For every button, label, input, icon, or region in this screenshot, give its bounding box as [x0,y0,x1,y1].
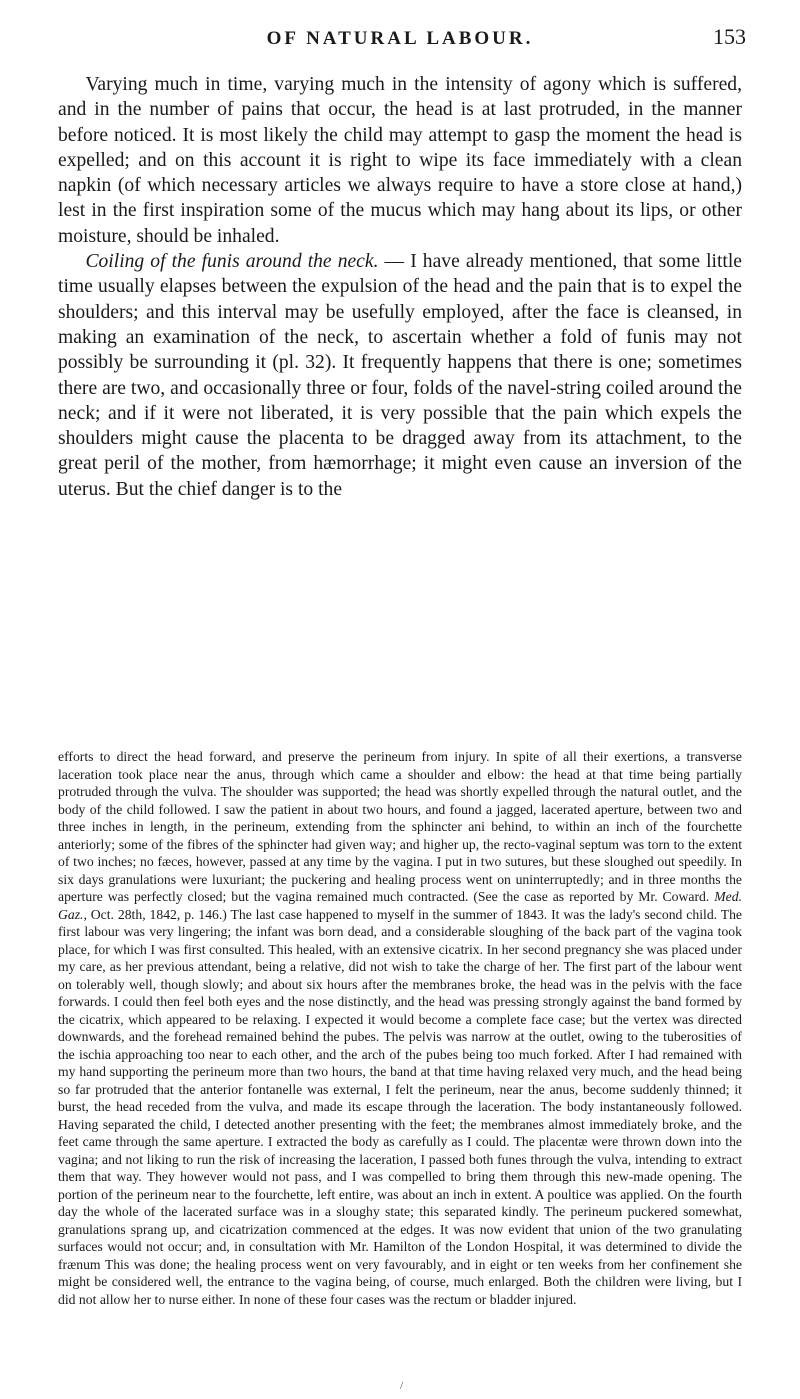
main-text [58,72,742,502]
paragraph-body: I have already mentioned, that some little time usually elapses between the expulsion of the head and the pain that is to expel the shoulders; and this interval may be usefully employed, after the face is cleansed, in making an examination of the neck, to ascertain whether a fold of funis may not possibly be surrounding it (pl. 32). It frequently happens that there is one; sometimes there are two, and occasionally three or four, folds of the navel-string coiled around the neck; and if it were not liberated, it is very possible that the pain which expels the shoulders might cause the placenta to be dragged away from its attachment, to the great peril of the mother, from hæmorrhage; it might even cause an inversion of the uterus. But the chief danger is to the [58,251,742,500]
running-head [0,22,800,58]
sidehead-dash: — [378,251,411,273]
paragraph-coiling-of-funis [58,249,742,502]
signature-mark: / [400,1378,404,1392]
page-number: 153 [713,24,746,49]
footnote-text-part-1: efforts to direct the head forward, and preserve the perineum from injury. In spite of all their exertions, a transverse laceration took place near the anus, through which came a shoulder and elbow: the head at that time being partially protruded through the vulva. The shoulder was supported; the head was shortly expelled through the natural outlet, and the body of the child followed. I saw the patient in about two hours, and found a jagged, lacerated aperture, between two and three inches in length, in the perineum, extending from the sphincter ani behind, to within an inch of the fourchette anteriorly; some of the fibres of the sphincter had given way; and higher up, the recto-vaginal septum was torn to the extent of two inches; no fæces, however, passed at any time by the vagina. I put in two sutures, but these sloughed out speedily. In six days granulations were luxuriant; the puckering and healing process went on uninterruptedly; and in three months the aperture was perfectly closed; but the vagina remained much contracted. (See the case as reported by Mr. Coward. [58,749,742,904]
footnote [58,748,742,1308]
section-sidehead: Coiling of the funis around the neck. [85,251,379,273]
running-title: OF NATURAL LABOUR. [266,28,534,49]
footnote-text-part-2: , Oct. 28th, 1842, p. 146.) The last case happened to myself in the summer of 1843. It was the lady's second child. The first labour was very lingering; the infant was born dead, and a considerable sloughing of the back part of the vagina took place, for which I was first consulted. This healed, with an extensive cicatrix. In her second pregnancy she was placed under my care, as her previous attendant, being a relative, did not wish to take the charge of her. The first part of the labour went on tolerably well, though slowly; and about six hours after the membranes broke, the head was in the pelvis with the face forwards. I could then feel both eyes and the nose distinctly, and the head was pressing strongly against the band formed by the cicatrix, which appeared to be relaxing. I expected it would become a complete face case; but the vertex was directed downwards, and the forehead remained behind the pubes. The pelvis was narrow at the outlet, owing to the tuberosities of the ischia approaching too near to each other, and the arch of the pubes being too much forked. After I had remained with my hand supporting the perineum more than two hours, the band at that time having relaxed very much, and the head being so far protruded that the anterior fontanelle was external, I felt the perineum, near the anus, become suddenly thinned; it burst, the head receded from the vulva, and made its escape through the laceration. The body instantaneously followed. Having separated the child, I detected another presenting with the feet; the membranes almost immediately broke, and the feet came through the same aperture. I extracted the body as carefully as I could. The placentæ were thrown down into the vagina; and not liking to run the risk of increasing the laceration, I passed both funes through the vulva, intending to extract them that way. They however would not pass, and I was compelled to bring them through this new-made opening. The portion of the perineum near to the fourchette, left entire, was about an inch in extent. A poultice was applied. On the fourth day the whole of the lacerated surface was in a sloughy state; this separated kindly. The perineum puckered somewhat, granulations sprang up, and cicatrization commenced at the edges. It was now evident that union of the two granulating surfaces would not occur; and, in consultation with Mr. Hamilton of the London Hospital, it was determined to divide the frænum This was done; the healing process went on very favourably, and in eight or ten weeks from her confinement she might be considered well, the entrance to the vagina being, of course, much enlarged. Both the children were living, but I did not allow her to nurse either. In none of these four cases was the rectum or bladder injured. [58,906,742,1307]
paragraph-expulsion-of-head: Varying much in time, varying much in the intensity of agony which is suffered, and in the number of pains that occur, the head is at last protruded, in the manner before noticed. It is most likely the child may attempt to gasp the moment the head is expelled; and on this account it is right to wipe its face immediately with a clean napkin (of which necessary articles we always require to have a store close at hand,) lest in the first inspiration some of the mucus which may hang about its lips, or other moisture, should be inhaled. [58,74,742,247]
footnote-journal-citation: Med. Gaz. [58,889,742,922]
